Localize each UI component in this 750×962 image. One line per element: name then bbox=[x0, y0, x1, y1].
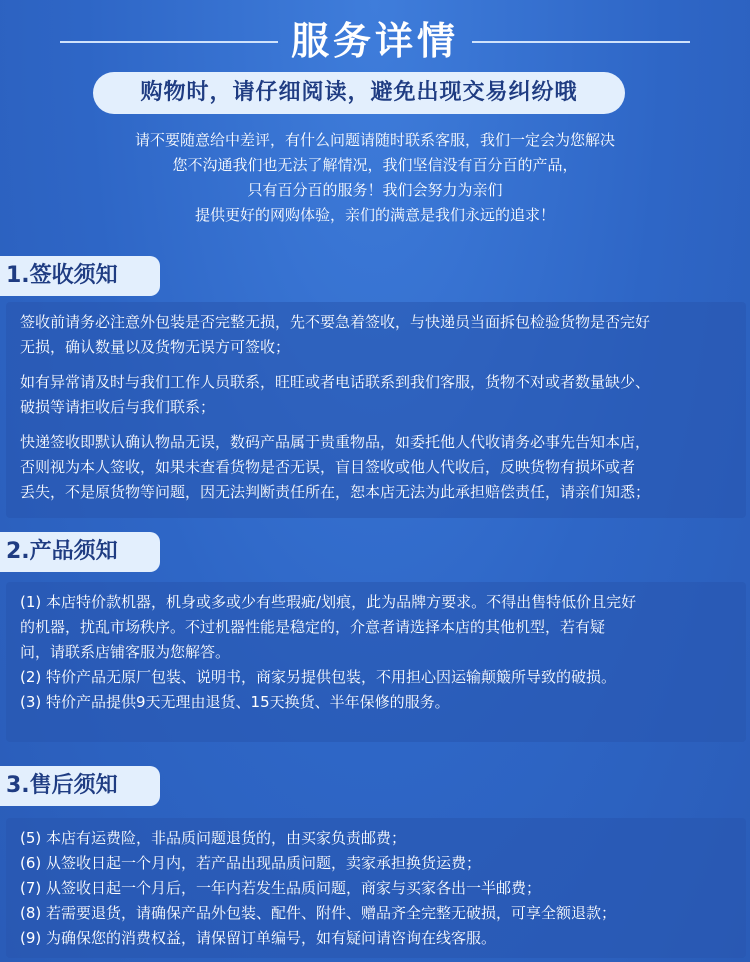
section-line: (9) 为确保您的消费权益，请保留订单编号，如有疑问请咨询在线客服。 bbox=[20, 929, 497, 947]
page-title: 服务详情 bbox=[290, 18, 459, 63]
section-panel-aftersales bbox=[6, 818, 746, 958]
section-line: 快递签收即默认确认物品无误，数码产品属于贵重物品，如委托他人代收请务必事先告知本店， bbox=[20, 433, 651, 451]
section-line: 签收前请务必注意外包装是否完整无损，先不要急着签收，与快递员当面拆包检验货物是否完好 bbox=[20, 313, 651, 331]
section-line: (3) 特价产品提供9天无理由退货、15天换货、半年保修的服务。 bbox=[20, 693, 450, 711]
section-line: 破损等请拒收后与我们联系； bbox=[20, 398, 216, 416]
section-heading-signing: 1.签收须知 bbox=[0, 256, 160, 296]
subtitle-banner: 购物时，请仔细阅读，避免出现交易纠纷哦 bbox=[93, 72, 625, 114]
page-header bbox=[0, 14, 750, 68]
intro-line: 只有百分百的服务！我们会努力为亲们 bbox=[247, 181, 503, 199]
section-line: 无损，确认数量以及货物无误方可签收； bbox=[20, 338, 291, 356]
section-line: 问，请联系店铺客服为您解答。 bbox=[20, 643, 231, 661]
section-line: (2) 特价产品无原厂包装、说明书，商家另提供包装，不用担心因运输颠簸所导致的破损。 bbox=[20, 668, 617, 686]
section-panel-product bbox=[6, 582, 746, 742]
section-line: 如有异常请及时与我们工作人员联系，旺旺或者电话联系到我们客服，货物不对或者数量缺少、 bbox=[20, 373, 651, 391]
section-line: 的机器，扰乱市场秩序。不过机器性能是稳定的，介意者请选择本店的其他机型，若有疑 bbox=[20, 618, 606, 636]
section-line: (8) 若需要退货，请确保产品外包装、配件、附件、赠品齐全完整无破损，可享全额退款； bbox=[20, 904, 617, 922]
title-divider-right bbox=[472, 41, 690, 43]
intro-line: 您不沟通我们也无法了解情况，我们坚信没有百分百的产品， bbox=[172, 156, 578, 174]
section-line: 否则视为本人签收，如果未查看货物是否无误，盲目签收或他人代收后，反映货物有损坏或者 bbox=[20, 458, 636, 476]
section-heading-product: 2.产品须知 bbox=[0, 532, 160, 572]
intro-line: 提供更好的网购体验，亲们的满意是我们永远的追求！ bbox=[194, 206, 555, 224]
section-line: 丢失，不是原货物等问题，因无法判断责任所在，恕本店无法为此承担赔偿责任，请亲们知悉； bbox=[20, 483, 651, 501]
section-line: (7) 从签收日起一个月后，一年内若发生品质问题，商家与买家各出一半邮费； bbox=[20, 879, 542, 897]
section-line: (5) 本店有运费险，非品质问题退货的，由买家负责邮费； bbox=[20, 829, 407, 847]
section-panel-signing bbox=[6, 302, 746, 518]
section-line: (1) 本店特价款机器，机身或多或少有些瑕疵/划痕，此为品牌方要求。不得出售特低价且完好 bbox=[20, 593, 637, 611]
intro-text bbox=[0, 128, 750, 228]
section-line: (6) 从签收日起一个月内，若产品出现品质问题，卖家承担换货运费； bbox=[20, 854, 482, 872]
section-heading-aftersales: 3.售后须知 bbox=[0, 766, 160, 806]
intro-line: 请不要随意给中差评，有什么问题请随时联系客服，我们一定会为您解决 bbox=[134, 131, 615, 149]
